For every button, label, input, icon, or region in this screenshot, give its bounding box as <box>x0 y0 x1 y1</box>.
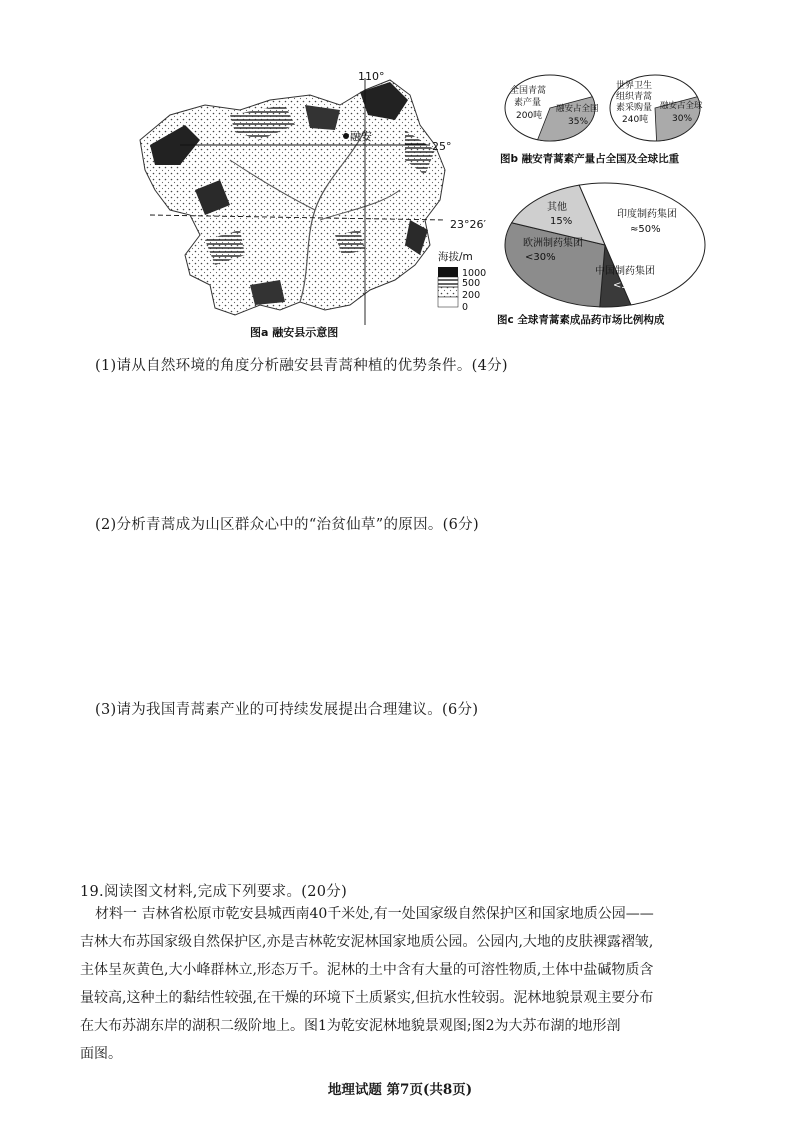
pie-c-value-india: ≈50% <box>630 224 661 235</box>
town-label: 融安 <box>350 130 372 143</box>
pie-b2-outer-label: 组织青蒿 <box>616 92 653 102</box>
pie-b1-outer-label: 素产量 <box>514 98 542 108</box>
question-1: (1)请从自然环境的角度分析融安县青蒿种植的优势条件。(4分) <box>95 358 508 374</box>
legend-title: 海拔/m <box>438 251 473 263</box>
pie-c-value-china: <5% <box>613 280 638 291</box>
town-marker <box>343 133 349 139</box>
county-outline <box>140 80 445 315</box>
material-line: 主体呈灰黄色,大小峰群林立,形态万千。泥林的土中含有大量的可溶性物质,土体中盐碱物质含 <box>80 962 654 978</box>
material-line: 量较高,这种土的黏结性较强,在干燥的环境下土质紧实,但抗水性较弱。泥林地貌景观主要分布 <box>80 990 654 1006</box>
pie-c-label-europe: 欧洲制药集团 <box>523 238 583 249</box>
material-line: 面图。 <box>80 1046 122 1062</box>
pie-b1-slice-pct: 35% <box>568 117 589 127</box>
page-footer: 地理试题 第7页(共8页) <box>327 1082 473 1098</box>
legend-level: 200 <box>462 290 481 301</box>
material-line: 材料一 吉林省松原市乾安县城西南40千米处,有一处国家级自然保护区和国家地质公园—— <box>95 906 654 922</box>
legend-swatch-200 <box>438 287 458 297</box>
question-2: (2)分析青蒿成为山区群众心中的“治贫仙草”的原因。(6分) <box>95 517 479 533</box>
pie-b2-slice-label: 融安占全球 <box>660 101 703 111</box>
legend-level: 0 <box>462 302 469 313</box>
chart-b-caption: 图b 融安青蒿素产量占全国及全球比重 <box>500 153 680 165</box>
material-line: 在大布苏湖东岸的湖积二级阶地上。图1为乾安泥林地貌景观图;图2为大苏布湖的地形剖 <box>80 1018 621 1034</box>
pie-c-value-europe: <30% <box>525 252 556 263</box>
share-pies <box>500 70 720 170</box>
material-line: 吉林大布苏国家级自然保护区,亦是吉林乾安泥林国家地质公园。公园内,大地的皮肤裸露褶皱, <box>80 934 654 950</box>
map-caption: 图a 融安县示意图 <box>250 326 339 339</box>
pie-b1-outer-value: 200吨 <box>516 111 543 121</box>
latitude-25-label: 25° <box>432 140 452 153</box>
legend-swatch-500 <box>438 277 458 287</box>
pie-b2-outer-label: 素采购量 <box>616 103 653 113</box>
pie-c-value-others: 15% <box>550 216 573 227</box>
legend-swatch-0 <box>438 297 458 307</box>
material-one <box>80 900 735 1068</box>
pie-b2-outer-value: 240吨 <box>622 115 649 125</box>
county-map <box>110 70 495 340</box>
question-19-heading: 19.阅读图文材料,完成下列要求。(20分) <box>80 884 348 900</box>
longitude-label: 110° <box>358 70 385 83</box>
market-pie-chart <box>495 180 720 330</box>
pie-b2-outer-label: 世界卫生 <box>616 81 653 91</box>
legend-swatch-1000 <box>438 267 458 277</box>
pie-c-label-china: 中国制药集团 <box>595 266 655 277</box>
legend-level: 500 <box>462 278 481 289</box>
pie-b2-slice-pct: 30% <box>672 114 693 124</box>
pie-c-label-india: 印度制药集团 <box>617 209 677 220</box>
pie-b1-slice-label: 融安占全国 <box>556 104 599 114</box>
latitude-2326-label: 23°26′ <box>450 218 486 231</box>
chart-c-caption: 图c 全球青蒿素成品药市场比例构成 <box>497 314 665 326</box>
question-3: (3)请为我国青蒿素产业的可持续发展提出合理建议。(6分) <box>95 702 479 718</box>
pie-c-label-others: 其他 <box>547 202 567 213</box>
pie-b1-outer-label: 全国青蒿 <box>510 86 547 96</box>
legend-level: 1000 <box>462 268 487 279</box>
